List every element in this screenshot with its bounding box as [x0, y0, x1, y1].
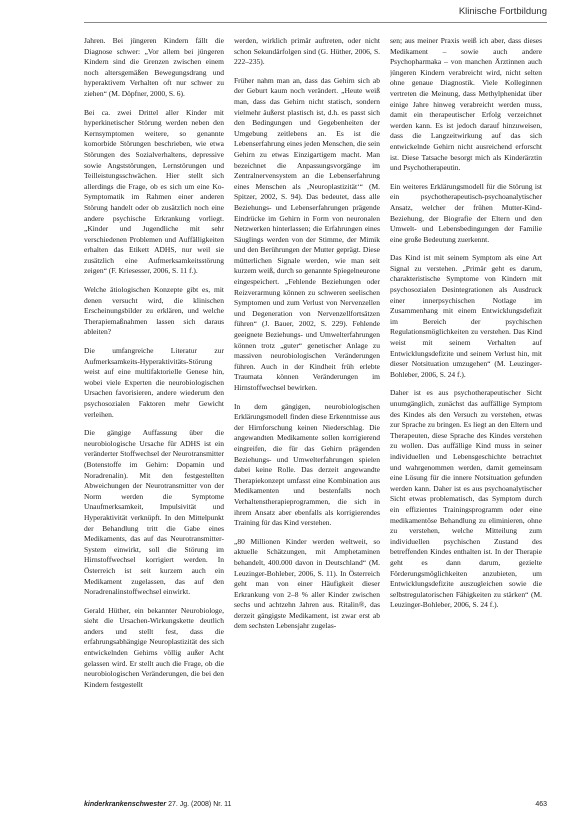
paragraph: Die umfangreiche Literatur zur Aufmerksamkeits-Hyperaktivitäts-Störung weist auf eine multifaktorielle Genese hin, wobei viele Experten die neurobiologischen Ursachen favorisieren, andere wiederum den psychosozialen Faktoren mehr Gewicht verleihen.: [84, 346, 224, 419]
page-footer: [84, 801, 547, 813]
paragraph: Daher ist es aus psychotherapeutischer Sicht unumgänglich, zunächst das auffällige Symptom des Kindes als den Versuch zu verstehen, etwas zur Sprache zu bringen. Es liegt an den Eltern und Therapeuten, diese Sprache des Kindes verstehen zu wollen. Das auffällige Kind muss in seiner individuellen und Lebensgeschichte betrachtet und wahrgenommen werden, damit gemeinsam eine Lösung für die innere Notsituation gefunden werden kann. Daher ist es aus psychoanalytischer Sicht etwas problematisch, das Symptom durch ein effizientes Trainingsprogramm oder eine medikamentöse Behandlung zu eliminieren, ohne zu verstehen, welche Mitteilung zum individuellen psychischen Zustand des betreffenden Kindes enthalten ist. In der Therapie geht es dann darum, gezielte Förderungsmöglichkeiten anzubieten, um Entwicklungsdefizite auszugleichen sowie die selbstregulatorischen Fähigkeiten zu stärken“ (M. Leuzinger-Bohleber, 2006, S. 24 f.).: [390, 388, 542, 610]
paragraph: Bei ca. zwei Drittel aller Kinder mit hyperkinetischer Störung werden neben den Kernsymptomen weitere, so genannte komorbide Störungen beschrieben, wie etwa Störungen des Sozialverhaltens, depressive sowie Angststörungen, Lernstörungen und Teilleistungsschwächen. Hier stellt sich allerdings die Frage, ob es sich um eine Ko-Symptomatik im Rahmen einer anderen Störung handelt oder ob zusätzlich noch eine andere psychische Erkrankung vorliegt. „Kinder und Jugendliche mit sehr verschiedenen Problemen und Auffälligkeiten erhalten das Etikett ADHS, nur weil sie zusätzlich eine Aufmerksamkeitsstörung zeigen“ (F. Kriesesser, 2006, S. 11 f.).: [84, 107, 224, 276]
paragraph: Ein weiteres Erklärungsmodell für die Störung ist ein psychotherapeutisch-psychoanalytischer Ansatz, welcher der frühen Mutter-Kind-Beziehung, der Biografie der Eltern und den Umwelt- und Lebensbedingungen der Familie eine große Bedeutung zuerkennt.: [390, 181, 542, 244]
paragraph: In dem gängigen, neurobiologischen Erklärungsmodell finden diese Erkenntnisse aus der Hirnforschung keinen Niederschlag. Die angewandten Medikamente sollen korrigierend eingreifen, die für das Gehirn prägenden Beziehungs- und Umwelterfahrungen spielen dabei keine Rolle. Das derzeit angewandte Therapiekonzept umfasst eine Kombination aus Medikamenten und bestenfalls noch Verhaltenstherapieprogrammen, die sich in ihrem Ansatz aber ebenfalls als korrigierendes Training für das Kind verstehen.: [234, 401, 380, 528]
paragraph: werden, wirklich primär auftreten, oder nicht schon Sekundärfolgen sind (G. Hüther, 2006, S. 222–235).: [234, 36, 380, 67]
section-header: Klinische Fortbildung: [458, 6, 547, 17]
paragraph: Welche ätiologischen Konzepte gibt es, mit denen versucht wird, die klinischen Erscheinungsbilder zu erklären, und welche Therapiemaßnahmen lassen sich daraus ableiten?: [84, 285, 224, 337]
paragraph: Das Kind ist mit seinem Symptom als eine Art Signal zu verstehen. „Primär geht es darum, charakteristische Symptome von Kindern mit psychosozialen Desintegrationen als Ausdruck einer innerpsychischen Notlage im Zusammenhang mit einem Entwicklungsdefizit im Bereich der psychischen Regulationsmöglichkeiten zu verstehen. Das Kind weist mit seinem Verhalten auf Entwicklungsdefizite und seinem Verlust hin, mit dieser Notsituation umzugehen“ (M. Leuzinger-Bohleber, 2006, S. 24 f.).: [390, 253, 542, 379]
paragraph: „80 Millionen Kinder werden weltweit, so aktuelle Schätzungen, mit Amphetaminen behandelt, 400.000 davon in Deutschland“ (M. Leuzinger-Bohleber, 2006, S. 11). In Österreich geht man von einer Häufigkeit dieser Erkrankung von 2–8 % aller Kinder zwischen sechs und achtzehn Jahren aus. Ritalin®, das derzeit gängigste Medikament, ist zwar erst ab dem sechsten Lebensjahr zugelas-: [234, 536, 380, 631]
page-number: 463: [535, 801, 547, 808]
paragraph: Gerald Hüther, ein bekannter Neurobiologe, sieht die Ursachen-Wirkungskette deutlich anders und stellt fest, dass die erfahrungsabhängige Neuroplastizität des sich entwickelnden Gehirns völlig außer Acht gelassen wird. Er stellt auch die Frage, ob die neurobiologischen Veränderungen, die bei den Kindern festgestellt: [84, 605, 224, 689]
paragraph: Die gängige Auffassung über die neurobiologische Ursache für ADHS ist ein veränderter Stoffwechsel der Neurotransmitter (Botenstoffe im Gehirn: Dopamin und Noradrenalin). Mit den festgestellten Abweichungen der Neurotransmitter von der Norm werden die Symptome Unaufmerksamkeit, Impulsivität und Hyperaktivität verknüpft. In den Mittelpunkt der Behandlung tritt die Gabe eines Medikaments, das auf das Neurotransmitter-System einwirkt, soll die Störung im Hirnstoffwechsel korrigiert werden. In Österreich ist seit kurzem auch ein Medikament zugelassen, das auf den Noradrenalinstoffwechsel einwirkt.: [84, 428, 224, 597]
paragraph: Jahren. Bei jüngeren Kindern fällt die Diagnose schwer: „Vor allem bei jüngeren Kindern sind die Grenzen zwischen einem noch altersgemäßen Bewegungsdrang und hyperaktivem Verhalten oft nur schwer zu ziehen“ (M. Döpfner, 2000, S. 6).: [84, 36, 224, 98]
header-rule: [84, 22, 547, 23]
paragraph: sen; aus meiner Praxis weiß ich aber, dass dieses Medikament – sowie auch andere Psychopharmaka – von manchen Ärztinnen auch jüngeren Kindern verabreicht wird, nicht selten ohne genaue Diagnostik. Viele Kolleginnen vertreten die Meinung, dass Methylphenidat über einige Jahre hinweg verabreicht werden muss, damit ein therapeutischer Erfolg verzeichnet werden kann. Es ist jedoch darauf hinzuweisen, dass die Langzeitwirkung auf das sich entwickelnde Gehirn nicht ausreichend erforscht ist. Diese Tatsache besorgt mich als Kinderärztin und Psychotherapeutin.: [390, 36, 542, 173]
paragraph: Früher nahm man an, dass das Gehirn sich ab der Geburt kaum noch verändert. „Heute weiß man, dass das Gehirn nicht statisch, sondern vielmehr äußerst plastisch ist, d.h. es passt sich den Bedingungen und Gegebenheiten der Umgebung zeitlebens an. Es ist die Lebenserfahrung eines jeden Menschen, die sein Gehirn zu etwas Einzigartigem macht. Man bezeichnet die Anpassungsvorgänge im Zentralnervensystem an die Lebenserfahrung eines Menschen als ‚Neuroplastizität‘“ (M. Spitzer, 2002, S. 94). Das bedeutet, dass alle Beziehungs- und Lebenserfahrungen prägende Eindrücke im Gehirn in Form von neuronalen Netzwerken hinterlassen; die Erfahrungen eines Säuglings werden von der Stimme, der Mimik und den Berührungen der Mutter geprägt. Diese mütterlichen Signale werden, wie man seit kurzem weiß, durch so genannte Spiegelneurone eingespeichert. „Fehlende Beziehungen oder Reizverarmung können zu schweren seelischen Symptomen und zum Verlust von Nervenzellen und Degeneration von Nervenzellfortsätzen führen“ (J. Bauer, 2002, S. 229). Fehlende geeignete Beziehungs- und Umwelterfahrungen können trotz „guter“ genetischer Anlage zu massiven neurobiologischen Veränderungen führen. Auch in der Kindheit früh erlebte Traumata können Veränderungen im Hirnstoffwechsel bewirken.: [234, 75, 380, 392]
footer-issue: 27. Jg. (2008) Nr. 11: [168, 801, 232, 808]
text-column-1: [84, 36, 224, 796]
footer-journal: kinderkrankenschwester: [84, 801, 167, 808]
text-column-3: [390, 36, 542, 796]
text-column-2: [234, 36, 380, 796]
